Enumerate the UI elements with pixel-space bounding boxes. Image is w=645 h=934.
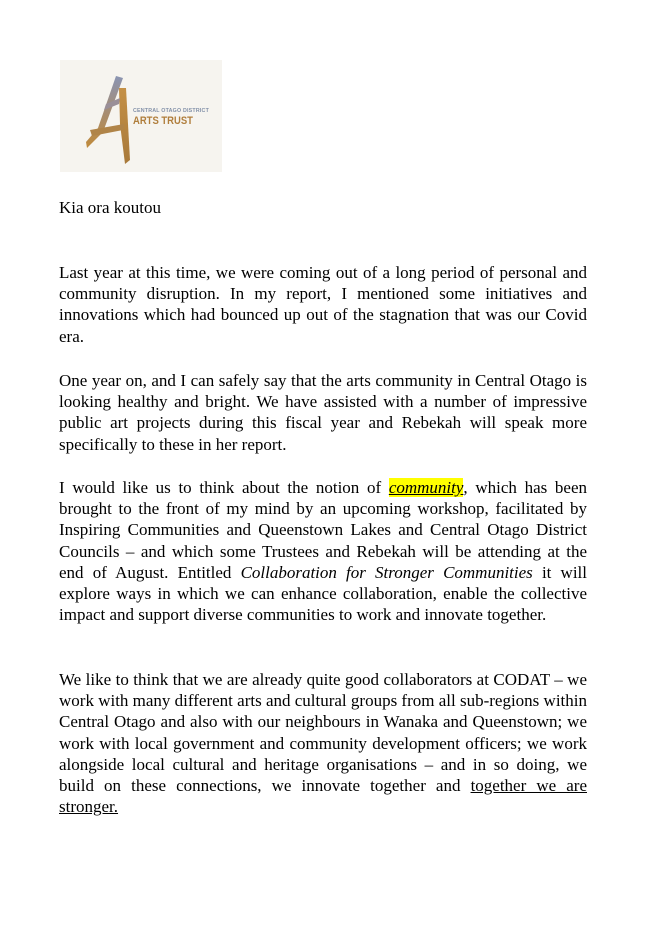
paragraph-1: Last year at this time, we were coming out of a long period of personal and community disruption. In my report, I mentioned some initiatives and innovations which had bounced up out of the stagnation that was our Covid era. xyxy=(59,263,587,346)
arts-trust-logo-mark xyxy=(82,74,138,164)
logo xyxy=(60,60,222,172)
logo-subtitle: CENTRAL OTAGO DISTRICT xyxy=(133,108,210,114)
paragraph-3-end: it will explore ways in which we can enhance collaboration, enable the collective impact and support diverse communities to work and innovate together. xyxy=(59,562,587,625)
greeting: Kia ora koutou xyxy=(59,198,161,217)
paragraph-2: One year on, and I can safely say that the arts community in Central Otago is looking healthy and bright. We have assisted with a number of impressive public art projects during this fiscal year and Rebekah will speak more specifically to these in her report. xyxy=(59,371,587,454)
closing-phrase: together we are stronger. xyxy=(59,776,587,817)
workshop-title: Collaboration for Stronger Communities xyxy=(240,562,533,582)
paragraph-4-text: We like to think that we are already quite good collaborators at CODAT – we work with many different arts and cultural groups from all sub-regions within Central Otago and also with our neighbours in Wanaka and Queenstown; we work with local government and community development officers; we work alongside local cultural and heritage organisations – and in so doing, we build on these connections, we innovate together and xyxy=(59,670,587,796)
paragraph-3-intro: I would like us to think about the notion of xyxy=(59,478,389,497)
paragraph-3-middle: , which has been brought to the front of my mind by an upcoming workshop, facilitated by Inspiring Communities and Queenstown Lakes and Central Otago District Councils – and which some Trustees and Rebekah will be attending at the end of August. Entitled xyxy=(59,478,587,582)
paragraph-4 xyxy=(59,669,587,817)
highlighted-word-community: community xyxy=(388,478,464,497)
paragraph-3 xyxy=(59,477,587,625)
logo-title: ARTS TRUST xyxy=(133,115,193,127)
